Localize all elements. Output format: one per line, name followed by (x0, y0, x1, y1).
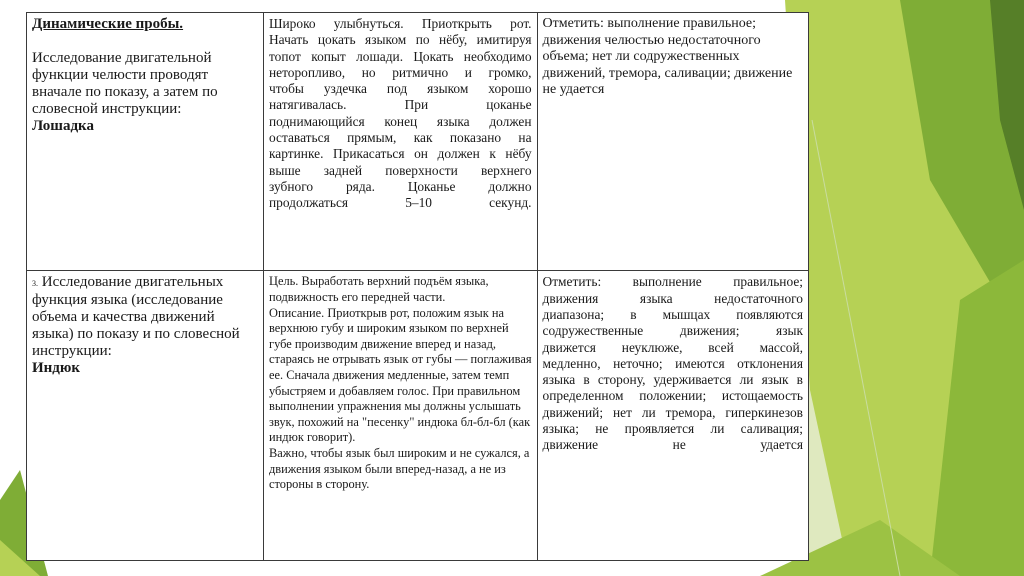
cell-jaw-test-description (27, 13, 264, 271)
text-line: топот копыт лошади. Цокать необходимо (269, 48, 532, 64)
text-line: чтобы уздечка под языком хорошо (269, 81, 532, 97)
text-line: выше задней поверхности верхнего (269, 162, 532, 178)
text-line: медленно, неточно; имеются отклонения (542, 355, 803, 371)
text-line: определенном положении; истощаемость (542, 388, 803, 404)
text-line: натягивалась. При цоканье (269, 97, 532, 113)
tongue-test-paragraph (32, 274, 258, 360)
text-line: зубного ряда. Цоканье должно (269, 178, 532, 194)
cell-horse-instructions (264, 13, 538, 271)
text-line: содружественные движения; язык (542, 323, 803, 339)
table-row (27, 271, 809, 561)
methods-table (26, 12, 809, 561)
text-line: диапазона; в мышцах появляются (542, 307, 803, 322)
text-line: движется неуклюже, всей массой, (542, 339, 803, 355)
text-line: продолжаться 5–10 секунд. (269, 195, 532, 211)
cell-turkey-instructions (264, 271, 538, 561)
text-line: языка в сторону, удерживается ли язык в (542, 372, 803, 388)
text-line: движение не удается (542, 437, 803, 453)
cell-jaw-evaluation (537, 13, 808, 271)
text-line: оставаться прямым, как показано на (269, 130, 532, 146)
text-line: движения языка недостаточного (542, 290, 803, 306)
jaw-test-text: Исследование двигательной функции челюсти проводят вначале по показу, а затем по словесной инструкции: (32, 50, 218, 117)
text-line: Широко улыбнуться. Приоткрыть рот. (269, 16, 532, 31)
text-line: неторопливо, но ритмично и громко, (269, 64, 532, 80)
tongue-test-text: Исследование двигательных функция языка (исследование объема и качества движений языка) по показу и по словесной инструкции: (32, 274, 240, 360)
exercise-name-turkey: Индюк (32, 360, 81, 377)
cell-tongue-evaluation (537, 271, 808, 561)
text-line: Начать цокать языком по нёбу, имитируя (269, 32, 532, 48)
text-line: движений; нет ли тремора, гиперкинезов (542, 404, 803, 420)
text-line: поднимающийся конец языка должен (269, 113, 532, 129)
item-number: 3. (32, 279, 38, 289)
table-row (27, 13, 809, 271)
exercise-name-horse: Лошадка (32, 118, 94, 134)
text-line: Отметить: выполнение правильное; (542, 274, 803, 290)
text-line: картинке. Прикасаться он должен к нёбу (269, 146, 532, 162)
section-title: Динамические пробы. (32, 16, 184, 32)
turkey-instructions-text: Цель. Выработать верхний подъём языка, подвижность его передней части. Описание. Приоткрыв рот, положим язык на верхнюю губу и широким языком по верхней губе производим движение вперед и назад, стараясь не отрывать язык от губы — поглаживая ее. Сначала движения медленные, затем темп убыстряем и добавляем голос. При правильном выполнении упражнения мы должны услышать звук, похожий на "песенку" индюка бл-бл-бл (как индюк говорит). Важно, чтобы язык был широким и не сужался, а движения языком были вперед-назад, а не из стороны в сторону. (269, 274, 532, 492)
jaw-evaluation-text: Отметить: выполнение правильное; движения челюстью недостаточного объема; нет ли содружественных движений, тремора, саливации; движение не удается (542, 16, 793, 97)
cell-tongue-test-description (27, 271, 264, 561)
text-line: языка; не проявляется ли саливация; (542, 421, 803, 437)
